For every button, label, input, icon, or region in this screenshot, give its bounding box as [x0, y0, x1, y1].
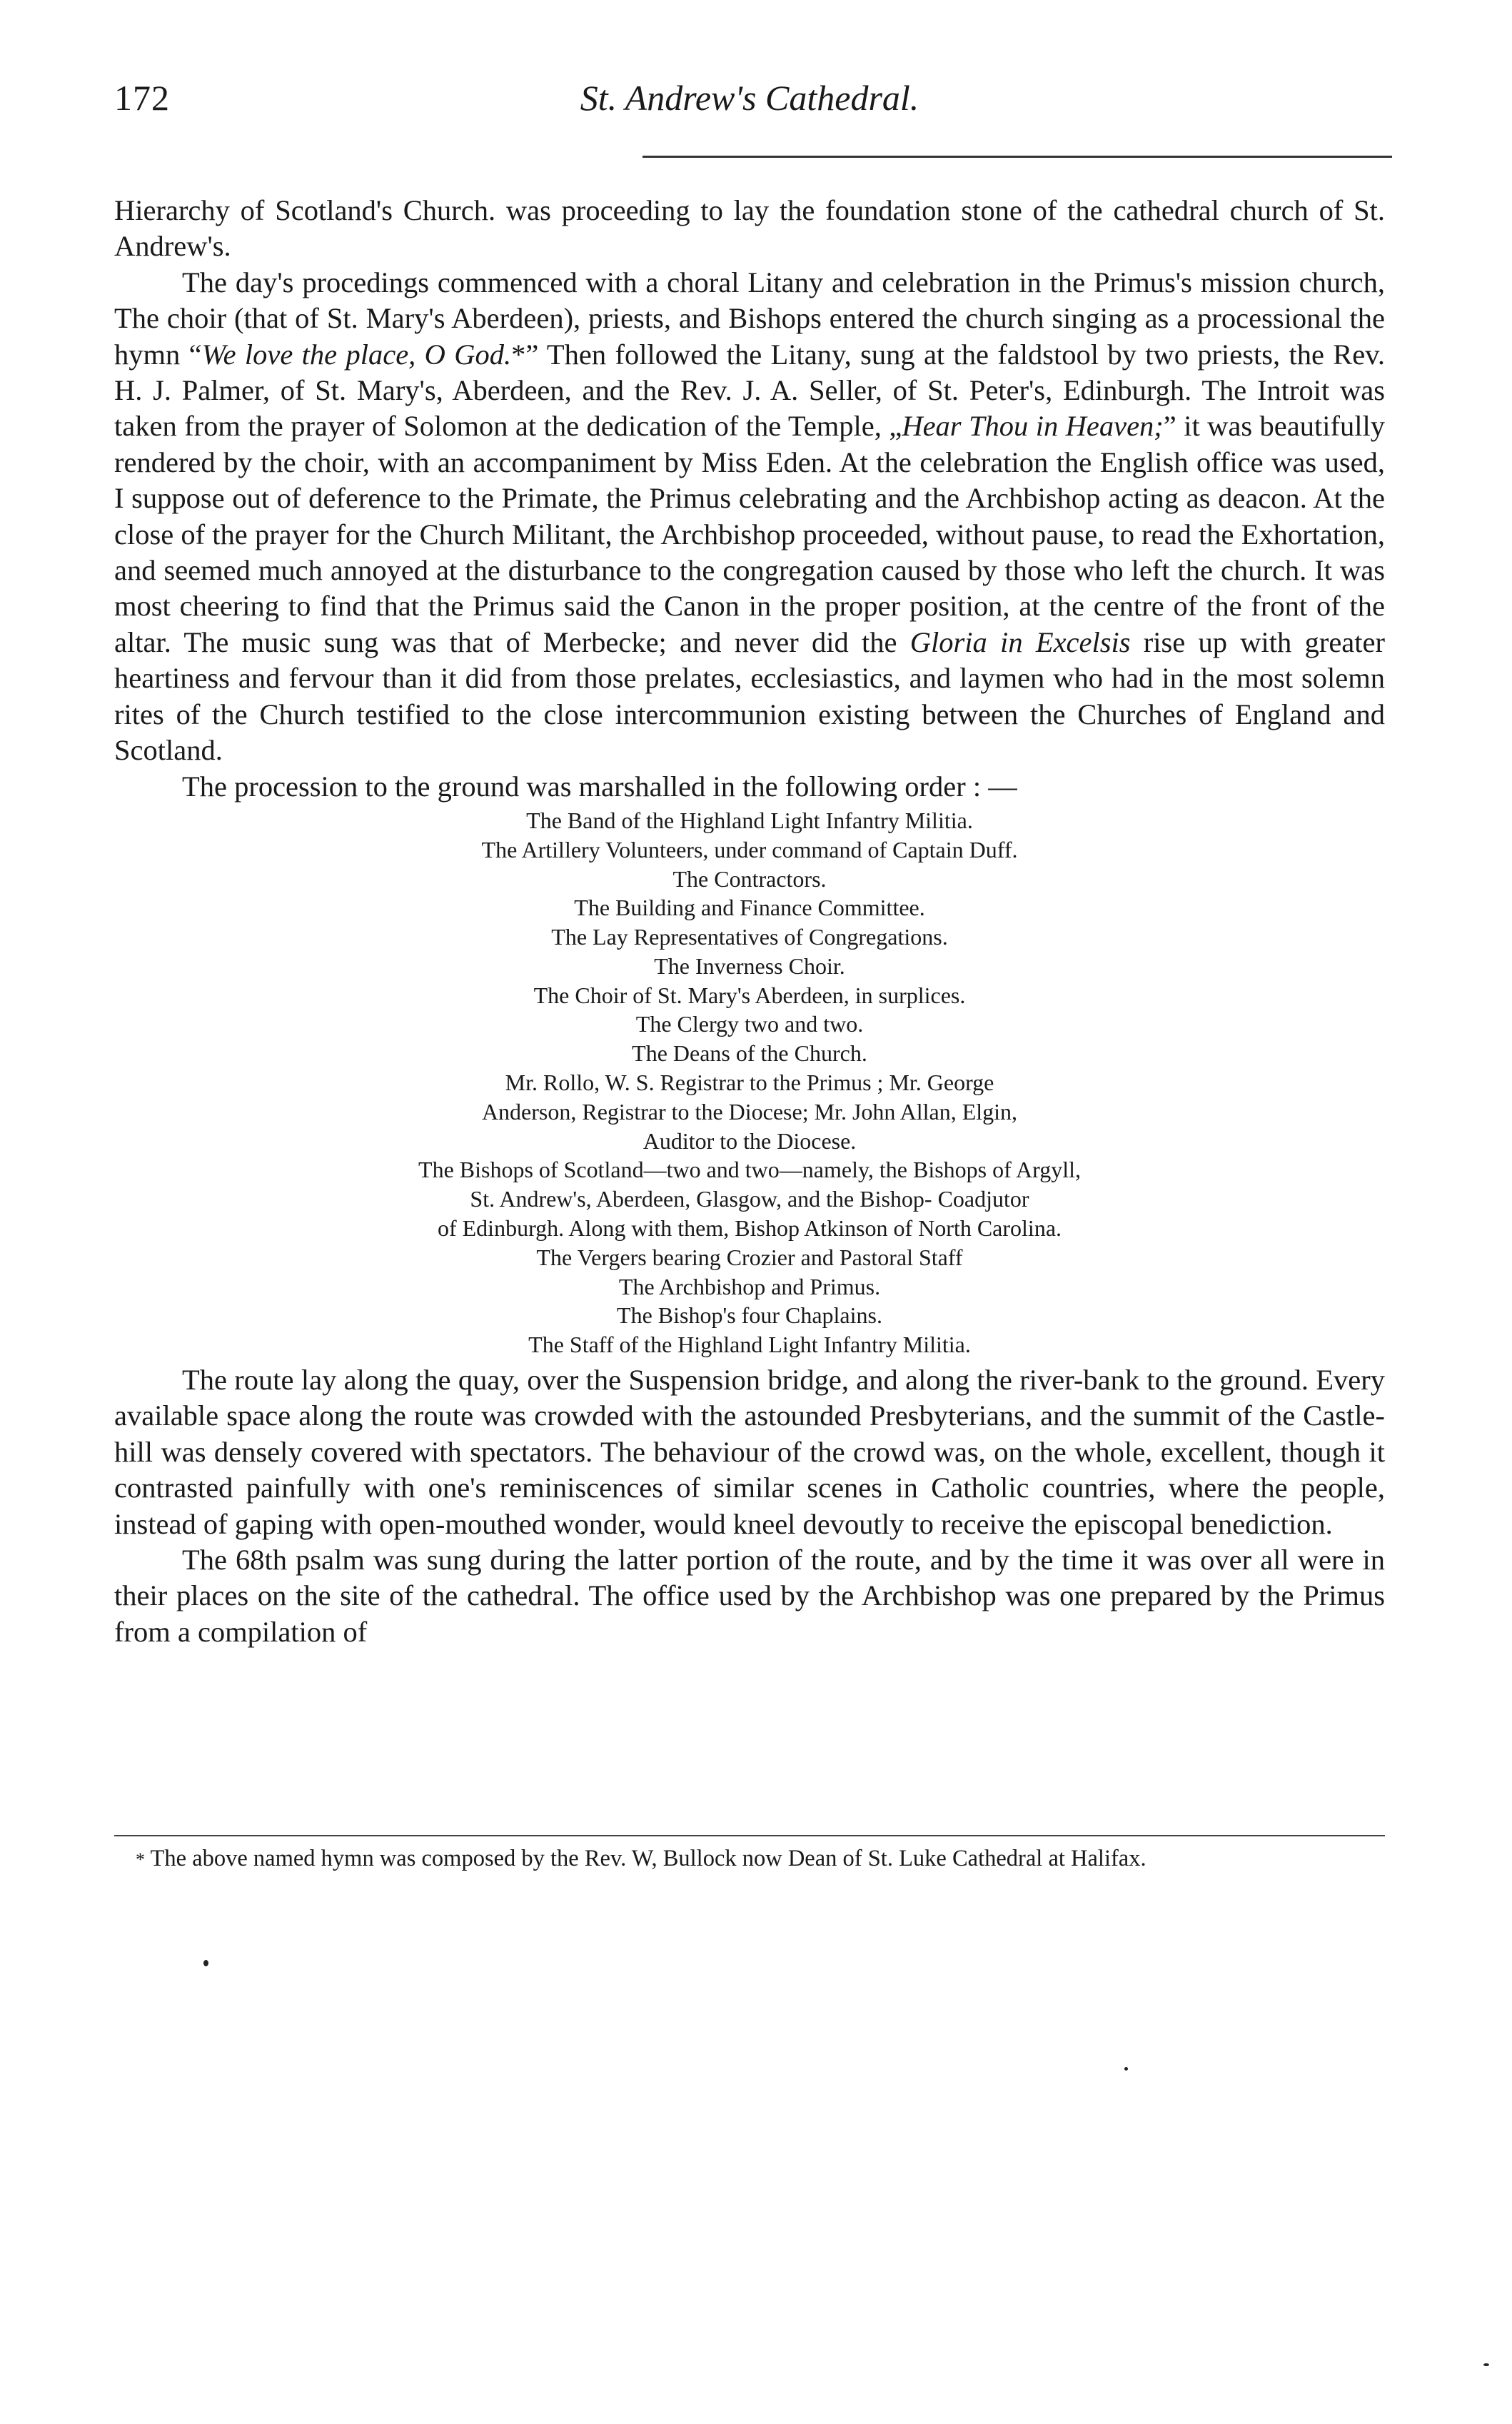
procession-item: The Archbishop and Primus.	[618, 1273, 881, 1299]
footnote	[114, 1844, 1385, 1875]
procession-item: Anderson, Registrar to the Diocese; Mr. John Allan, Elgin,	[481, 1098, 1018, 1125]
footnote-text: The above named hymn was composed by the Rev. W, Bullock now Dean of St. Luke Cathedral at Halifax.	[150, 1846, 1146, 1871]
procession-item: The Choir of St. Mary's Aberdeen, in surplices.	[533, 982, 966, 1008]
introit-title: Hear Thou in Heaven;	[902, 410, 1164, 443]
paragraph-text: ” it was beautifully rendered by the choir, with an accompaniment by Miss Eden. At the celebration the English office was used, I suppose out of deference to the Primate, the Primus celebrating and the Archbishop acting as deacon. At the close of the prayer for the Church Militant, the Archbishop proceeded, without pause, to read the Exhortation, and seemed much annoyed at the disturbance to the congregation caused by those who left the church. It was most cheering to find that the Primus said the Canon in the proper position, at the centre of the front of the altar. The music sung was that of Merbecke; and never did the	[114, 410, 1385, 658]
procession-item: The Artillery Volunteers, under command of Captain Duff.	[481, 836, 1018, 863]
procession-item: of Edinburgh. Along with them, Bishop Atkinson of North Carolina.	[437, 1215, 1062, 1242]
procession-item: The Lay Representatives of Congregations.	[551, 924, 948, 950]
procession-item: The Inverness Choir.	[654, 952, 845, 979]
paragraph-procession-intro: The procession to the ground was marshalled in the following order : —	[182, 770, 1017, 803]
procession-item: St. Andrew's, Aberdeen, Glasgow, and the Bishop- Coadjutor	[470, 1186, 1029, 1212]
procession-item: The Clergy two and two.	[635, 1011, 864, 1037]
paragraph-text: *” Then followed the Litany, sung at the faldstool by two priests, the Rev. H. J. Palmer, of St. Mary's, Aberdeen, and the Rev. J. A. Seller, of St. Peter's, Edinburgh. The Introit was taken from the prayer of Solomon at the dedication of the Temple, „	[114, 338, 1385, 443]
footnote-rule	[114, 1835, 1385, 1836]
procession-order-list	[114, 806, 1385, 1359]
procession-item: The Building and Finance Committee.	[574, 895, 925, 921]
paragraph-continuation: Hierarchy of Scotland's Church. was proceeding to lay the foundation stone of the cathedral church of St. Andrew's.	[114, 194, 1385, 263]
paragraph-text: The day's procedings commenced with a choral Litany and celebration in the Primus's mission church, The choir (that of St. Mary's Aberdeen), priests, and Bishops entered the church singing as a processional the hymn “	[114, 266, 1385, 371]
procession-item: The Band of the Highland Light Infantry Militia.	[526, 807, 973, 833]
scan-speck	[1124, 2067, 1128, 2071]
page-header	[114, 77, 1385, 120]
scan-speck	[203, 1960, 208, 1966]
paragraph-text: rise up with greater heartiness and fervour than it did from those prelates, ecclesiastics, and laymen who had in the most solemn rites of the Church testified to the close intercommunion existing between the Churches of England and Scotland.	[114, 625, 1385, 767]
paragraph-psalm: The 68th psalm was sung during the latter portion of the route, and by the time it was over all were in their places on the site of the cathedral. The office used by the Archbishop was one prepared by the Primus from a compilation of	[114, 1544, 1385, 1648]
header-rule	[642, 156, 1392, 158]
footnote-marker: *	[136, 1849, 145, 1870]
running-title: St. Andrew's Cathedral.	[580, 78, 919, 118]
procession-item: Auditor to the Diocese.	[642, 1127, 857, 1154]
procession-item: Mr. Rollo, W. S. Registrar to the Primus ; Mr. George	[505, 1070, 994, 1096]
procession-item: The Bishops of Scotland—two and two—namely, the Bishops of Argyll,	[418, 1157, 1081, 1183]
procession-item: The Vergers bearing Crozier and Pastoral Staff	[536, 1244, 963, 1270]
gloria-title: Gloria in Excelsis	[909, 625, 1131, 658]
hymn-title: We love the place, O God.	[201, 338, 512, 371]
procession-item: The Deans of the Church.	[632, 1040, 867, 1067]
procession-item: The Contractors.	[672, 865, 827, 892]
paragraph-ceremony	[114, 265, 1385, 769]
page-number: 172	[114, 78, 170, 118]
page-body	[114, 193, 1385, 1871]
paragraph-route: The route lay along the quay, over the Suspension bridge, and along the river-bank to the ground. Every available space along the route was crowded with the astounded Presbyterians, and the summit of the Castle-hill was densely covered with spectators. The behaviour of the crowd was, on the whole, excellent, though it contrasted painfully with one's reminiscences of similar scenes in Catholic countries, where the people, instead of gaping with open-mouthed wonder, would kneel devoutly to receive the episcopal benediction.	[114, 1364, 1385, 1540]
scan-speck	[1483, 2363, 1489, 2366]
procession-item: The Staff of the Highland Light Infantry Militia.	[528, 1332, 971, 1358]
procession-item: The Bishop's four Chaplains.	[617, 1302, 882, 1329]
